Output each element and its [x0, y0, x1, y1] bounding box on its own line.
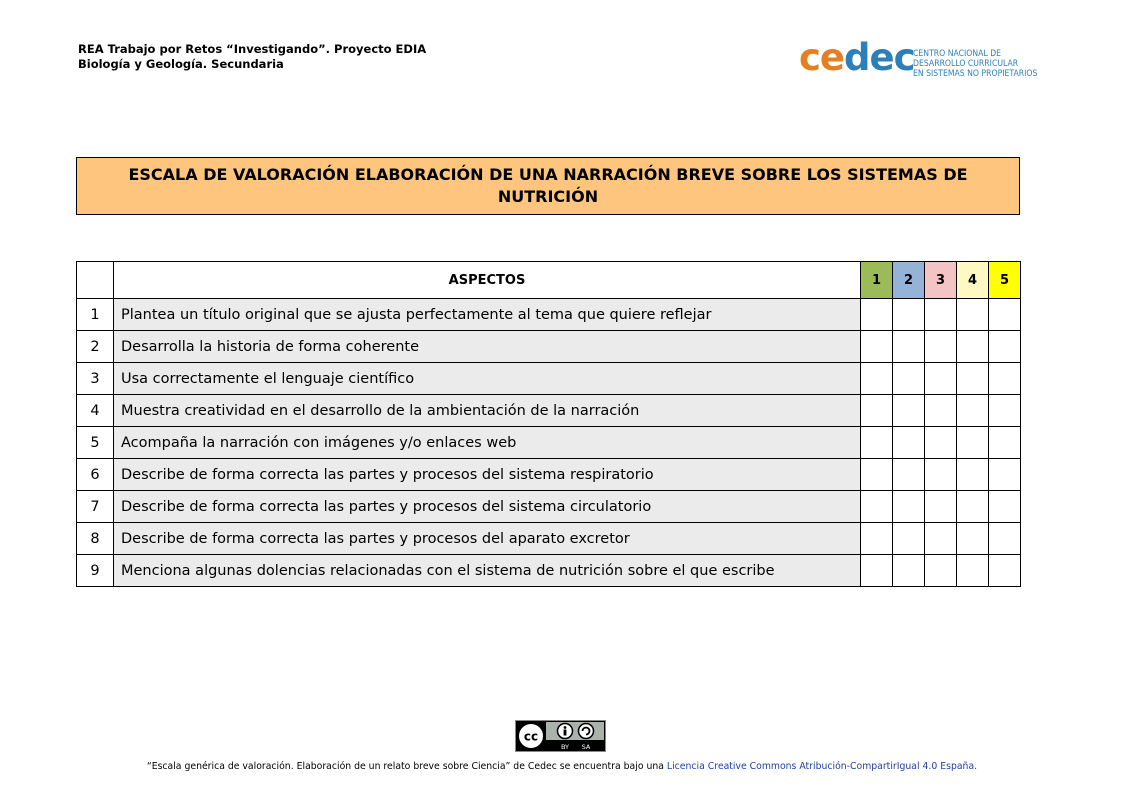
score-header-1: 1: [861, 262, 893, 299]
score-header-2: 2: [893, 262, 925, 299]
header-subject: Biología y Geología. Secundaria: [78, 57, 284, 71]
table-header-row: [77, 262, 1021, 299]
row-number: 6: [77, 459, 114, 491]
table-row: [77, 363, 1021, 395]
table-row: [77, 459, 1021, 491]
score-cell-1[interactable]: [861, 555, 893, 587]
aspect-text: Describe de forma correcta las partes y procesos del sistema circulatorio: [114, 491, 861, 523]
score-cell-4[interactable]: [957, 395, 989, 427]
score-cell-4[interactable]: [957, 299, 989, 331]
document-header: [78, 42, 426, 72]
score-cell-1[interactable]: [861, 459, 893, 491]
aspect-text: Acompaña la narración con imágenes y/o enlaces web: [114, 427, 861, 459]
score-cell-3[interactable]: [925, 555, 957, 587]
aspect-text: Describe de forma correcta las partes y procesos del aparato excretor: [114, 523, 861, 555]
score-cell-2[interactable]: [893, 491, 925, 523]
score-cell-3[interactable]: [925, 395, 957, 427]
score-header-3: 3: [925, 262, 957, 299]
row-number: 9: [77, 555, 114, 587]
license-link[interactable]: Licencia Creative Commons Atribución-CompartirIgual 4.0 España.: [666, 761, 978, 772]
score-cell-3[interactable]: [925, 363, 957, 395]
row-number: 8: [77, 523, 114, 555]
score-cell-5[interactable]: [989, 555, 1021, 587]
score-cell-4[interactable]: [957, 459, 989, 491]
score-cell-3[interactable]: [925, 331, 957, 363]
score-cell-2[interactable]: [893, 427, 925, 459]
score-cell-4[interactable]: [957, 363, 989, 395]
cc-by-sa-license-badge[interactable]: [515, 720, 606, 752]
badge-by-label: BY: [560, 743, 570, 751]
footer-text: “Escala genérica de valoración. Elaboración de un relato breve sobre Ciencia” de Cedec se encuentra bajo una: [146, 761, 667, 772]
score-cell-4[interactable]: [957, 427, 989, 459]
row-number: 5: [77, 427, 114, 459]
score-cell-4[interactable]: [957, 523, 989, 555]
aspect-text: Plantea un título original que se ajusta perfectamente al tema que quiere reflejar: [114, 299, 861, 331]
score-cell-1[interactable]: [861, 363, 893, 395]
header-aspects: ASPECTOS: [114, 262, 861, 299]
score-cell-5[interactable]: [989, 491, 1021, 523]
rubric-table: [76, 261, 1021, 587]
row-number: 1: [77, 299, 114, 331]
score-cell-2[interactable]: [893, 299, 925, 331]
aspect-text: Menciona algunas dolencias relacionadas con el sistema de nutrición sobre el que escribe: [114, 555, 861, 587]
aspect-text: Describe de forma correcta las partes y procesos del sistema respiratorio: [114, 459, 861, 491]
score-cell-1[interactable]: [861, 331, 893, 363]
score-cell-2[interactable]: [893, 395, 925, 427]
score-cell-5[interactable]: [989, 523, 1021, 555]
score-cell-1[interactable]: [861, 491, 893, 523]
score-cell-5[interactable]: [989, 299, 1021, 331]
score-cell-3[interactable]: [925, 491, 957, 523]
score-cell-1[interactable]: [861, 523, 893, 555]
score-cell-2[interactable]: [893, 459, 925, 491]
score-header-5: 5: [989, 262, 1021, 299]
rubric-title: ESCALA DE VALORACIÓN ELABORACIÓN DE UNA NARRACIÓN BREVE SOBRE LOS SISTEMAS DE NUTRICIÓN: [76, 157, 1020, 215]
row-number: 4: [77, 395, 114, 427]
score-cell-5[interactable]: [989, 459, 1021, 491]
aspect-text: Desarrolla la historia de forma coherente: [114, 331, 861, 363]
row-number: 3: [77, 363, 114, 395]
score-cell-4[interactable]: [957, 491, 989, 523]
score-header-4: 4: [957, 262, 989, 299]
table-row: [77, 299, 1021, 331]
score-cell-5[interactable]: [989, 427, 1021, 459]
score-cell-3[interactable]: [925, 299, 957, 331]
score-cell-4[interactable]: [957, 331, 989, 363]
score-cell-2[interactable]: [893, 523, 925, 555]
score-cell-2[interactable]: [893, 331, 925, 363]
score-cell-5[interactable]: [989, 331, 1021, 363]
table-row: [77, 491, 1021, 523]
score-cell-3[interactable]: [925, 459, 957, 491]
score-cell-3[interactable]: [925, 427, 957, 459]
table-row: [77, 331, 1021, 363]
table-row: [77, 395, 1021, 427]
badge-sa-label: SA: [581, 743, 591, 751]
score-cell-1[interactable]: [861, 299, 893, 331]
row-number: 2: [77, 331, 114, 363]
score-cell-3[interactable]: [925, 523, 957, 555]
aspect-text: Usa correctamente el lenguaje científico: [114, 363, 861, 395]
license-footer: [0, 761, 1124, 772]
cedec-subtitle: CENTRO NACIONAL DE DESARROLLO CURRICULAR EN SISTEMAS NO PROPIETARIOS: [913, 49, 1038, 79]
svg-text:cc: cc: [523, 729, 539, 744]
aspect-text: Muestra creatividad en el desarrollo de la ambientación de la narración: [114, 395, 861, 427]
score-cell-4[interactable]: [957, 555, 989, 587]
score-cell-2[interactable]: [893, 555, 925, 587]
score-cell-5[interactable]: [989, 363, 1021, 395]
table-row: [77, 523, 1021, 555]
row-number: 7: [77, 491, 114, 523]
header-project: REA Trabajo por Retos “Investigando”. Proyecto EDIA: [78, 42, 427, 56]
header-number-cell: [77, 262, 114, 299]
creative-commons-icon: [516, 721, 605, 751]
score-cell-1[interactable]: [861, 427, 893, 459]
score-cell-5[interactable]: [989, 395, 1021, 427]
table-row: [77, 427, 1021, 459]
table-row: [77, 555, 1021, 587]
cedec-wordmark: cedec: [799, 36, 915, 79]
score-cell-1[interactable]: [861, 395, 893, 427]
score-cell-2[interactable]: [893, 363, 925, 395]
